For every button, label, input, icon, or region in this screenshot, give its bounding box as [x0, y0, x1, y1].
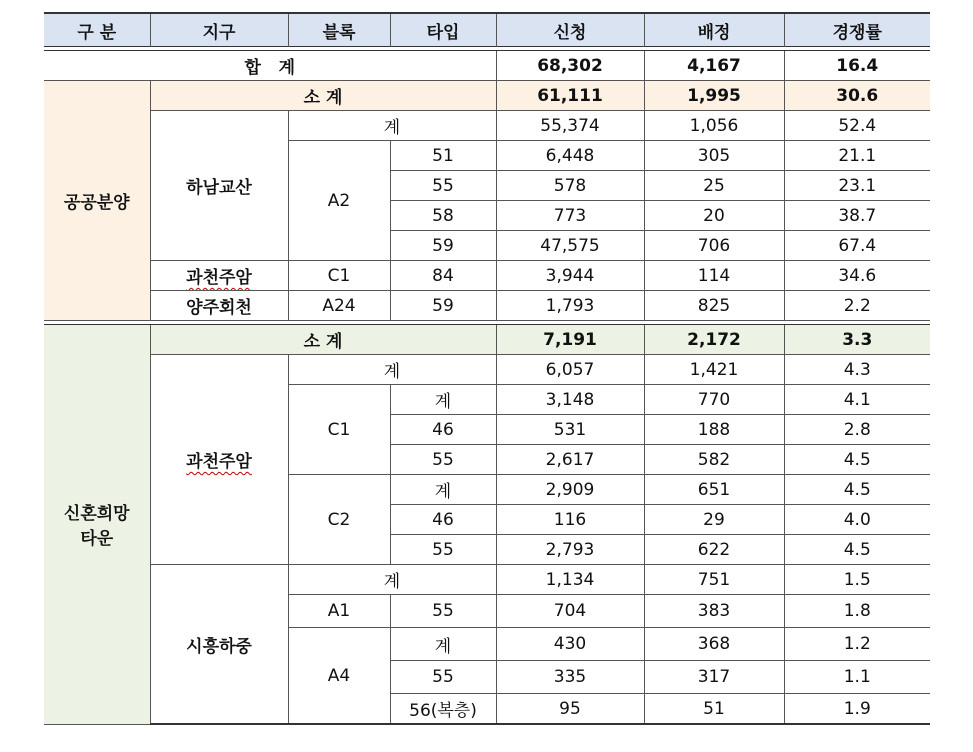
assign-cell: 651 [644, 475, 784, 505]
ratio-cell: 4.5 [784, 445, 930, 475]
type-cell: 계 [390, 475, 496, 505]
newlywed-subtotal-row [44, 325, 930, 355]
header-row [44, 13, 930, 47]
block-cell: A24 [288, 291, 390, 321]
header-apply: 신청 [496, 13, 644, 47]
apply-cell: 704 [496, 595, 644, 628]
grand-total-ratio: 16.4 [784, 51, 930, 81]
public-subtotal-apply: 61,111 [496, 81, 644, 111]
apply-cell: 578 [496, 171, 644, 201]
district-name: 과천주암 [186, 452, 252, 472]
type-cell: 55 [390, 171, 496, 201]
hanam-total-ratio: 52.4 [784, 111, 930, 141]
block-a4: A4 [288, 628, 390, 725]
assign-cell: 305 [644, 141, 784, 171]
ratio-cell: 1.5 [784, 565, 930, 595]
type-cell: 51 [390, 141, 496, 171]
table-row [44, 111, 930, 141]
newlywed-subtotal-ratio: 3.3 [784, 325, 930, 355]
grand-total-apply: 68,302 [496, 51, 644, 81]
block-a1: A1 [288, 595, 390, 628]
ratio-cell: 2.2 [784, 291, 930, 321]
apply-cell: 531 [496, 415, 644, 445]
public-subtotal-ratio: 30.6 [784, 81, 930, 111]
apply-cell: 2,909 [496, 475, 644, 505]
ratio-cell: 38.7 [784, 201, 930, 231]
table-row [44, 565, 930, 595]
district-yangju: 양주회천 [150, 291, 288, 321]
assign-cell: 29 [644, 505, 784, 535]
header-category: 구 분 [44, 13, 150, 47]
apply-cell: 335 [496, 661, 644, 694]
ratio-cell: 4.1 [784, 385, 930, 415]
newlywed-subtotal-apply: 7,191 [496, 325, 644, 355]
assign-cell: 770 [644, 385, 784, 415]
ratio-cell: 4.5 [784, 475, 930, 505]
assign-cell: 825 [644, 291, 784, 321]
siheung-total-label: 계 [288, 565, 496, 595]
apply-cell: 6,448 [496, 141, 644, 171]
newlywed-subtotal-assign: 2,172 [644, 325, 784, 355]
block-c2: C2 [288, 475, 390, 565]
block-c1: C1 [288, 385, 390, 475]
group-public: 공공분양 [44, 81, 150, 321]
assign-cell: 114 [644, 261, 784, 291]
type-cell: 59 [390, 291, 496, 321]
header-district: 지구 [150, 13, 288, 47]
district-gwacheon-public [150, 261, 288, 291]
apply-cell: 116 [496, 505, 644, 535]
type-cell: 55 [390, 535, 496, 565]
table-row [44, 355, 930, 385]
district-siheung: 시흥하중 [150, 565, 288, 725]
assign-cell: 188 [644, 415, 784, 445]
assign-cell: 751 [644, 565, 784, 595]
ratio-cell: 1.9 [784, 694, 930, 725]
apply-cell: 2,793 [496, 535, 644, 565]
district-hanam: 하남교산 [150, 111, 288, 261]
table-row [44, 261, 930, 291]
assign-cell: 1,421 [644, 355, 784, 385]
grand-total-row [44, 51, 930, 81]
public-subtotal-label: 소 계 [150, 81, 496, 111]
type-cell: 55 [390, 445, 496, 475]
ratio-cell: 4.5 [784, 535, 930, 565]
header-ratio: 경쟁률 [784, 13, 930, 47]
assign-cell: 317 [644, 661, 784, 694]
public-subtotal-assign: 1,995 [644, 81, 784, 111]
header-assign: 배정 [644, 13, 784, 47]
gwacheon-total-label: 계 [288, 355, 496, 385]
group-newlywed-line2: 타운 [80, 529, 114, 550]
type-cell: 55 [390, 595, 496, 628]
type-cell: 55 [390, 661, 496, 694]
group-newlywed [44, 325, 150, 725]
apply-cell: 47,575 [496, 231, 644, 261]
table-row [44, 291, 930, 321]
competition-rate-table [44, 12, 930, 725]
type-cell: 59 [390, 231, 496, 261]
type-cell: 56(복층) [390, 694, 496, 725]
ratio-cell: 21.1 [784, 141, 930, 171]
apply-cell: 95 [496, 694, 644, 725]
ratio-cell: 4.0 [784, 505, 930, 535]
ratio-cell: 1.8 [784, 595, 930, 628]
apply-cell: 3,944 [496, 261, 644, 291]
group-newlywed-line1: 신혼희망 [63, 504, 130, 525]
public-subtotal-row [44, 81, 930, 111]
type-cell: 계 [390, 385, 496, 415]
apply-cell: 2,617 [496, 445, 644, 475]
type-cell: 84 [390, 261, 496, 291]
newlywed-subtotal-label: 소 계 [150, 325, 496, 355]
assign-cell: 383 [644, 595, 784, 628]
grand-total-label: 합 계 [44, 51, 496, 81]
assign-cell: 25 [644, 171, 784, 201]
block-a2: A2 [288, 141, 390, 261]
assign-cell: 20 [644, 201, 784, 231]
district-gwacheon-newlywed [150, 355, 288, 565]
ratio-cell: 2.8 [784, 415, 930, 445]
type-cell: 계 [390, 628, 496, 661]
ratio-cell: 23.1 [784, 171, 930, 201]
type-cell: 46 [390, 505, 496, 535]
assign-cell: 622 [644, 535, 784, 565]
header-type: 타입 [390, 13, 496, 47]
type-cell: 58 [390, 201, 496, 231]
hanam-total-apply: 55,374 [496, 111, 644, 141]
header-block: 블록 [288, 13, 390, 47]
ratio-cell: 4.3 [784, 355, 930, 385]
grand-total-assign: 4,167 [644, 51, 784, 81]
assign-cell: 51 [644, 694, 784, 725]
assign-cell: 582 [644, 445, 784, 475]
apply-cell: 430 [496, 628, 644, 661]
apply-cell: 3,148 [496, 385, 644, 415]
block-cell: C1 [288, 261, 390, 291]
type-cell: 46 [390, 415, 496, 445]
ratio-cell: 1.1 [784, 661, 930, 694]
hanam-total-label: 계 [288, 111, 496, 141]
ratio-cell: 67.4 [784, 231, 930, 261]
apply-cell: 6,057 [496, 355, 644, 385]
apply-cell: 1,134 [496, 565, 644, 595]
competition-table-container [44, 12, 930, 725]
apply-cell: 773 [496, 201, 644, 231]
ratio-cell: 34.6 [784, 261, 930, 291]
hanam-total-assign: 1,056 [644, 111, 784, 141]
ratio-cell: 1.2 [784, 628, 930, 661]
apply-cell: 1,793 [496, 291, 644, 321]
assign-cell: 706 [644, 231, 784, 261]
assign-cell: 368 [644, 628, 784, 661]
district-name: 과천주암 [186, 268, 252, 288]
